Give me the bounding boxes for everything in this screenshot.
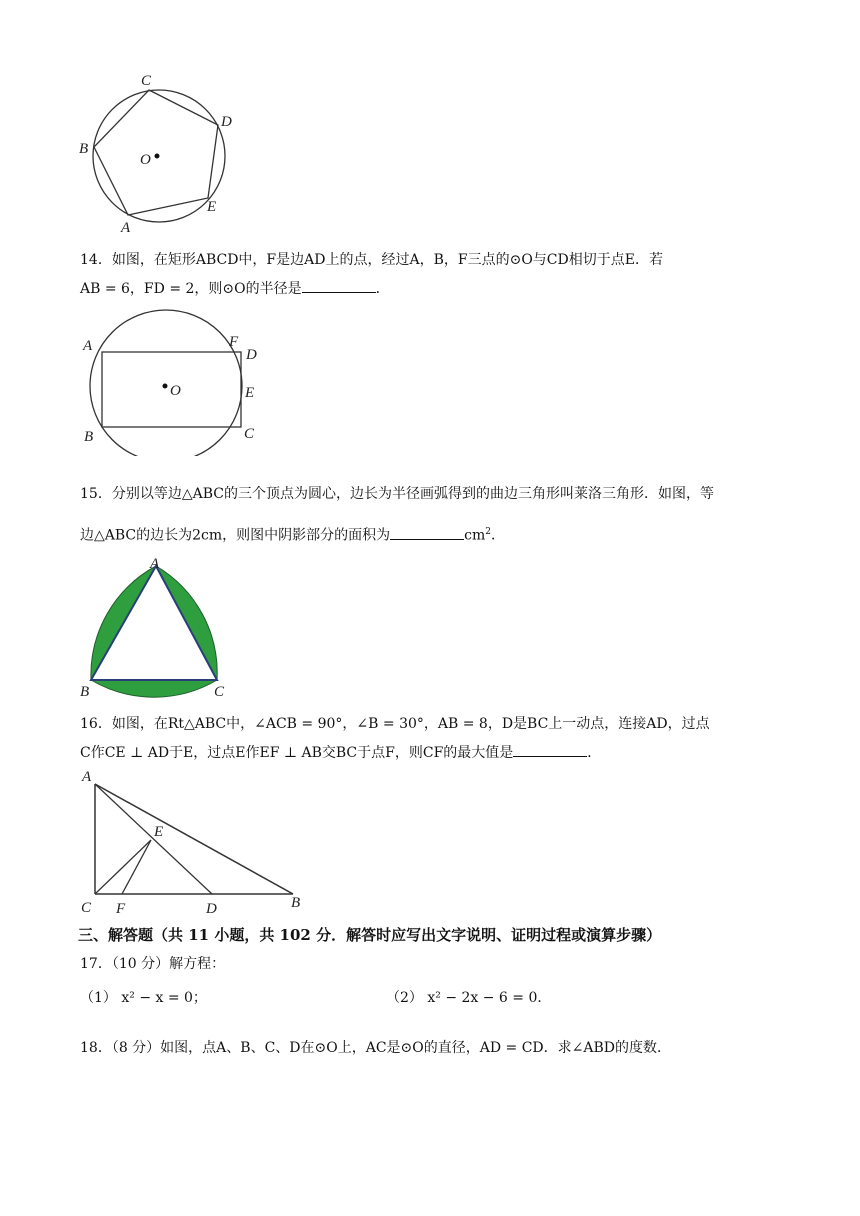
segment-ce: [95, 840, 151, 894]
label-o: O: [170, 383, 181, 399]
q17-part-2: （2） x² − 2x − 6 = 0．: [386, 990, 552, 1006]
label-c: C: [244, 426, 255, 442]
center-point: [155, 154, 160, 159]
label-b: B: [80, 684, 90, 700]
label-b: B: [291, 895, 301, 911]
figure-rectangle-circle: [78, 306, 278, 456]
figure-pentagon-circle: [70, 70, 250, 240]
label-e: E: [207, 199, 217, 215]
label-a: A: [121, 220, 131, 236]
center-point: [163, 384, 168, 389]
q16-end: ．: [587, 745, 602, 761]
q14-answer-blank[interactable]: [302, 278, 376, 293]
q16-line2: [80, 742, 601, 763]
label-b: B: [84, 429, 94, 445]
label-c: C: [214, 684, 225, 700]
q15-unit-exponent: 2: [485, 527, 492, 537]
label-d: D: [206, 901, 217, 917]
q14-number: 14．: [80, 252, 112, 268]
q14-line1: [80, 250, 663, 270]
q17-part-1: （1） x² − x = 0；: [80, 990, 207, 1006]
q15-line2: [80, 522, 505, 546]
figure-reuleaux-triangle: [76, 556, 246, 701]
label-c: C: [81, 900, 92, 916]
label-a: A: [82, 769, 92, 785]
q15-line1: [80, 484, 714, 504]
q14-line2: [80, 278, 390, 299]
q18-text: 18．（8 分）如图，点A、B、C、D在⊙O上，AC是⊙O的直径，AD = CD．求∠ABD的度数．: [80, 1040, 671, 1056]
q16-text-2: C作CE ⊥ AD于E，过点E作EF ⊥ AB交BC于点F，则CF的最大值是: [80, 745, 514, 761]
q15-end: ．: [491, 527, 506, 544]
label-f: F: [116, 901, 126, 917]
q16-text-1: 如图，在Rt△ABC中，∠ACB = 90°，∠B = 30°，AB = 8，D是BC上一动点，连接AD，过点: [111, 716, 710, 732]
label-e: E: [245, 385, 255, 401]
label-a: A: [83, 338, 93, 354]
segment-ef: [122, 840, 151, 894]
figure-right-triangle: [76, 766, 316, 920]
label-f: F: [229, 334, 239, 350]
label-a: A: [150, 556, 160, 572]
q16-answer-blank[interactable]: [513, 742, 587, 757]
label-o: O: [140, 152, 151, 168]
q15-answer-blank[interactable]: [390, 525, 464, 540]
circle-o: [90, 310, 242, 456]
label-c: C: [141, 73, 152, 89]
label-e: E: [154, 824, 164, 840]
label-d: D: [246, 347, 257, 363]
q16-line1: [80, 714, 710, 734]
q15-number: 15．: [80, 486, 112, 502]
q15-text-2: 边△ABC的边长为2cm，则图中阴影部分的面积为: [80, 527, 391, 544]
q14-end: ．: [375, 281, 390, 297]
q17-heading: 17．（10 分）解方程：: [80, 956, 226, 972]
q16-number: 16．: [80, 716, 112, 732]
label-d: D: [221, 114, 232, 130]
q14-text-1: 如图，在矩形ABCD中，F是边AD上的点，经过A，B，F三点的⊙O与CD相切于点E．若: [111, 252, 663, 268]
section-3-heading: 三、解答题（共 11 小题，共 102 分．解答时应写出文字说明、证明过程或演算步骤）: [78, 926, 662, 944]
label-b: B: [79, 141, 89, 157]
q15-unit: cm: [464, 527, 486, 544]
q14-text-2: AB = 6，FD = 2，则⊙O的半径是: [80, 281, 302, 297]
q15-text-1: 分别以等边△ABC的三个顶点为圆心，边长为半径画弧得到的曲边三角形叫莱洛三角形．如图，等: [111, 486, 714, 502]
